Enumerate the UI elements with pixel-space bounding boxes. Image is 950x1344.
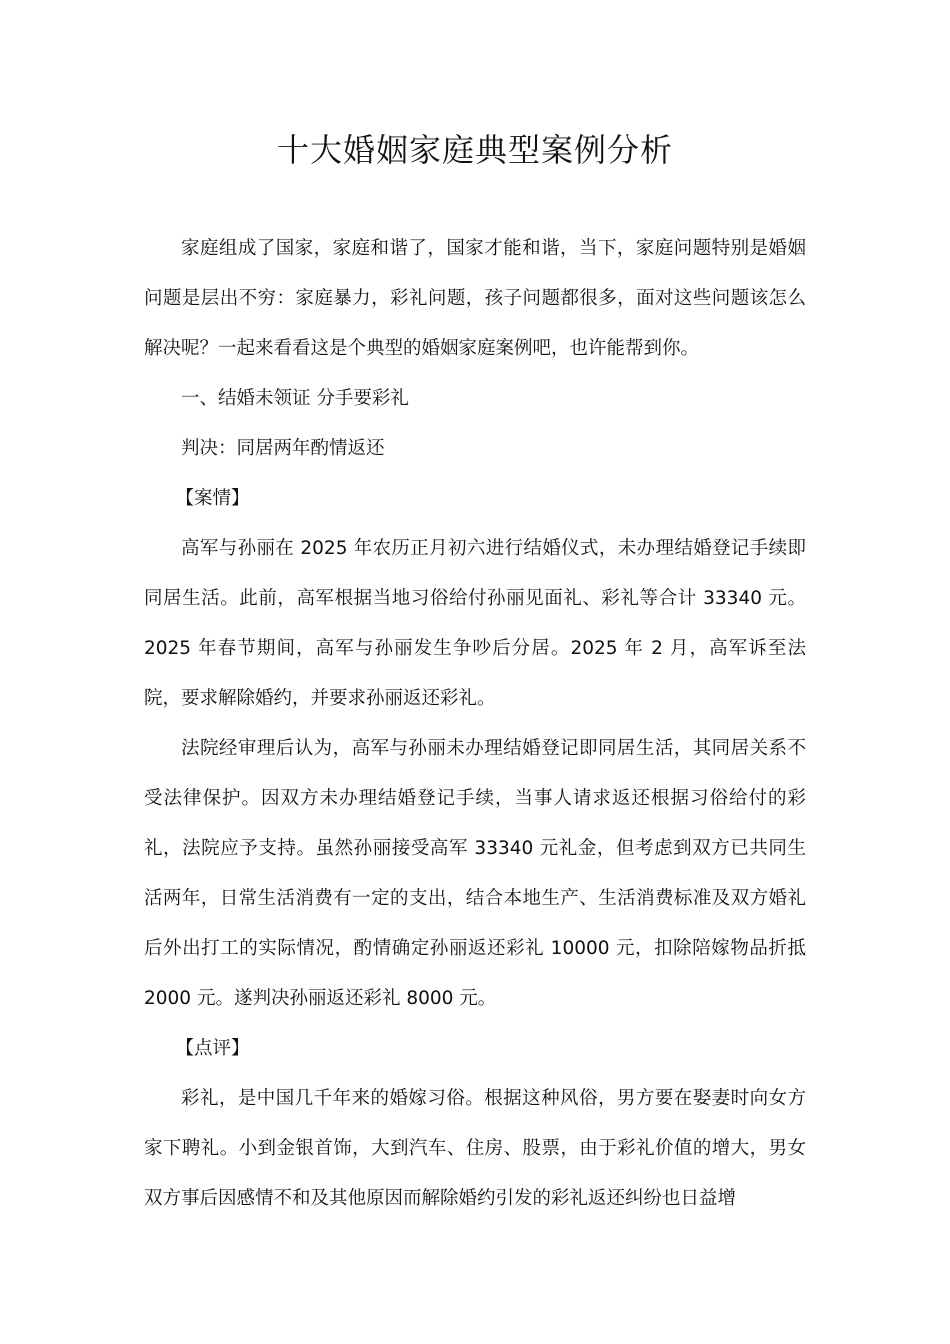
case-facts-paragraph: 高军与孙丽在 2025 年农历正月初六进行结婚仪式，未办理结婚登记手续即同居生活。此前，高军根据当地习俗给付孙丽见面礼、彩礼等合计 33340 元。2025 年春节期间，高军与孙丽发生争吵后分居。2025 年 2 月，高军诉至法院，要求解除婚约，并要求孙丽返还彩礼。 [144,538,806,709]
document-title: 十大婚姻家庭典型案例分析 [276,131,673,169]
document-body [144,224,806,1224]
commentary-paragraph: 彩礼，是中国几千年来的婚嫁习俗。根据这种风俗，男方要在娶妻时向女方家下聘礼。小到金银首饰，大到汽车、住房、股票，由于彩礼价值的增大，男女双方事后因感情不和及其他原因而解除婚约引发的彩礼返还纠纷也日益增 [144,1088,806,1209]
verdict-line: 判决：同居两年酌情返还 [181,438,385,459]
commentary-heading: 【点评】 [175,1038,250,1059]
section-heading: 一、结婚未领证 分手要彩礼 [181,388,409,409]
case-facts-heading: 【案情】 [175,488,250,509]
court-ruling-paragraph: 法院经审理后认为，高军与孙丽未办理结婚登记即同居生活，其同居关系不受法律保护。因双方未办理结婚登记手续，当事人请求返还根据习俗给付的彩礼，法院应予支持。虽然孙丽接受高军 33340 元礼金，但考虑到双方已共同生活两年，日常生活消费有一定的支出，结合本地生产、生活消费标准及双方婚礼后外出打工的实际情况，酌情确定孙丽返还彩礼 10000 元，扣除陪嫁物品折抵 2000 元。遂判决孙丽返还彩礼 8000 元。 [144,738,806,1009]
intro-paragraph: 家庭组成了国家，家庭和谐了，国家才能和谐，当下，家庭问题特别是婚姻问题是层出不穷：家庭暴力，彩礼问题，孩子问题都很多，面对这些问题该怎么解决呢？一起来看看这是个典型的婚姻家庭案例吧，也许能帮到你。 [144,238,806,359]
